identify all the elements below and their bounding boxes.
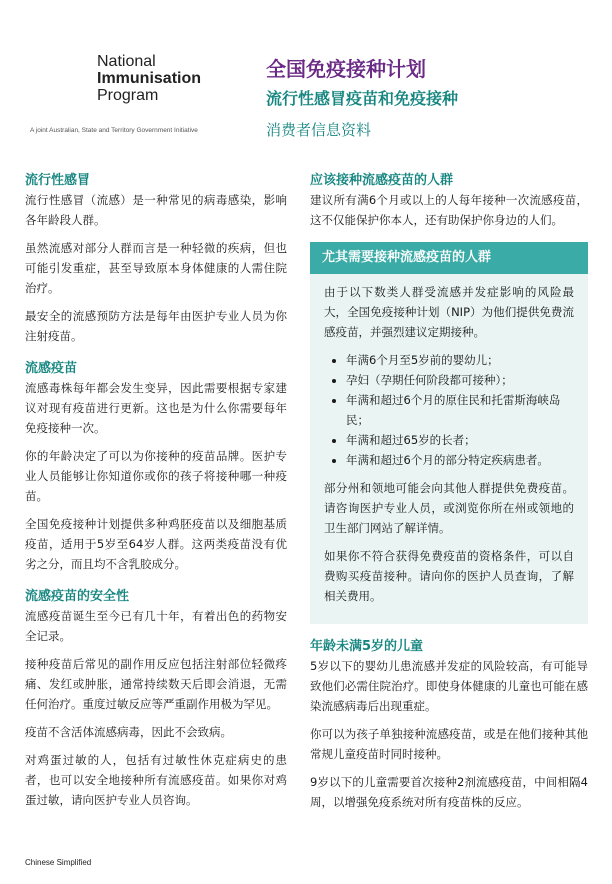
logo-line-national: National	[97, 53, 156, 70]
paragraph: 接种疫苗后常见的副作用反应包括注射部位轻微疼痛、发红或肿胀，通常持续数天后即会消退，无需任何治疗。重度过敏反应等严重副作用极为罕见。	[25, 657, 287, 711]
paragraph: 9岁以下的儿童需要首次接种2剂流感疫苗，中间相隔4周，以增强免疫系统对所有疫苗株的反应。	[310, 775, 588, 809]
logo-line-program: Program	[97, 87, 159, 104]
left-column	[25, 172, 287, 818]
section-heading-children: 年龄未满5岁的儿童	[310, 639, 424, 654]
paragraph: 如果你不符合获得免费疫苗的资格条件，可以自费购买疫苗接种。请向你的医护人员查询，了解相关费用。	[324, 549, 574, 603]
section-heading-vaccine: 流感疫苗	[25, 361, 78, 376]
paragraph: 疫苗不含活体流感病毒，因此不会致病。	[25, 725, 232, 739]
section-heading-who: 应该接种流感疫苗的人群	[310, 173, 454, 188]
logo-line-immunisation: Immunisation	[97, 70, 202, 87]
list-item: • 年满和超过6个月的部分特定疾病患者。	[346, 450, 574, 470]
list-item: • 年满6个月至5岁前的婴幼儿；	[346, 350, 574, 370]
paragraph: 全国免疫接种计划提供多种鸡胚疫苗以及细胞基质疫苗，适用于5岁至64岁人群。这两类疫苗没有优劣之分，而且均不含乳胶成分。	[25, 517, 287, 571]
priority-group-list	[324, 350, 574, 470]
paragraph: 5岁以下的婴幼儿患流感并发症的风险较高，有可能导致他们必需住院治疗。即使身体健康的儿童也可能在感染流感病毒后出现重症。	[310, 659, 588, 713]
list-item: • 年满和超过65岁的长者；	[346, 430, 574, 450]
paragraph: 部分州和领地可能会向其他人群提供免费疫苗。请咨询医护专业人员，或浏览你所在州或领地的卫生部门网站了解详情。	[324, 481, 574, 535]
paragraph: 虽然流感对部分人群而言是一种轻微的疾病，但也可能引发重症，甚至导致原本身体健康的人需住院治疗。	[25, 241, 287, 295]
document-subtitle: 流行性感冒疫苗和免疫接种	[266, 89, 459, 108]
nip-logo	[97, 53, 201, 104]
paragraph: 最安全的流感预防方法是每年由医护专业人员为你注射疫苗。	[25, 309, 287, 343]
paragraph: 流行性感冒（流感）是一种常见的病毒感染，影响各年龄段人群。	[25, 193, 287, 227]
section-heading-safety: 流感疫苗的安全性	[25, 589, 130, 604]
document-title: 全国免疫接种计划	[266, 57, 426, 81]
paragraph: 你的年龄决定了可以为你接种的疫苗品牌。医护专业人员能够让你知道你或你的孩子将接种哪一种疫苗。	[25, 449, 287, 503]
paragraph: 流感毒株每年都会发生变异，因此需要根据专家建议对现有疫苗进行更新。这也是为什么你需要每年免疫接种一次。	[25, 381, 287, 435]
paragraph: 你可以为孩子单独接种流感疫苗，或是在他们接种其他常规儿童疫苗时同时接种。	[310, 727, 588, 761]
section-heading-flu: 流行性感冒	[25, 173, 91, 188]
right-column	[310, 172, 588, 820]
paragraph: 对鸡蛋过敏的人，包括有过敏性休克症病史的患者，也可以安全地接种所有流感疫苗。如果你对鸡蛋过敏，请向医护专业人员咨询。	[25, 753, 287, 807]
list-item: • 孕妇（孕期任何阶段都可接种）；	[346, 370, 574, 390]
box-heading: 尤其需要接种流感疫苗的人群	[310, 242, 588, 274]
list-item: • 年满和超过6个月的原住民和托雷斯海峡岛民；	[346, 390, 574, 430]
paragraph: 流感疫苗诞生至今已有几十年，有着出色的药物安全记录。	[25, 609, 287, 643]
document-header	[266, 55, 458, 142]
logo-tagline: A joint Australian, State and Territory Government Initiative	[30, 127, 198, 134]
document-info-label: 消费者信息资料	[266, 121, 372, 139]
footer-language: Chinese Simplified	[25, 858, 92, 867]
highlight-box	[310, 242, 588, 624]
paragraph: 由于以下数类人群受流感并发症影响的风险最大，全国免疫接种计划（NIP）为他们提供免费流感疫苗，并强烈建议定期接种。	[324, 285, 574, 339]
paragraph: 建议所有满6个月或以上的人每年接种一次流感疫苗，这不仅能保护你本人，还有助保护你身边的人们。	[310, 193, 588, 227]
